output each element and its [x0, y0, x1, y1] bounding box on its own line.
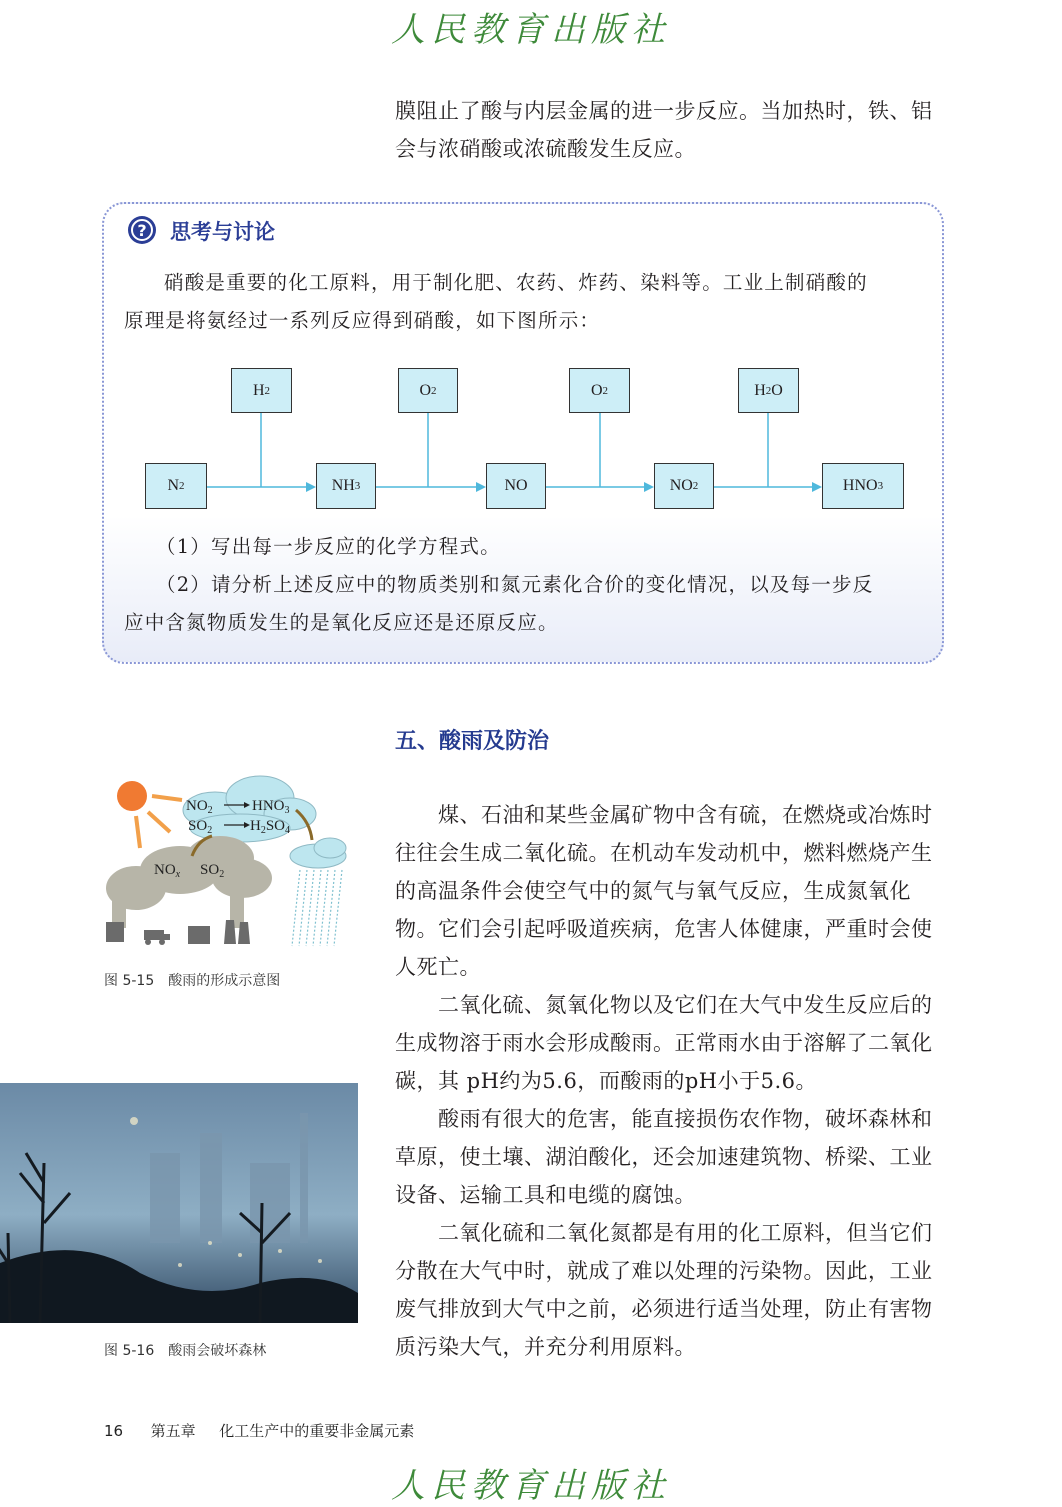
label-nox: $NO_x$	[154, 862, 181, 880]
forest-damage-photo	[0, 1083, 358, 1323]
page-footer	[104, 1420, 414, 1441]
label-h2so4: $H_2SO_4$	[250, 818, 291, 836]
question-2-line-1: （2）请分析上述反应中的物质类别和氮元素化合价的变化情况，以及每一步反	[156, 573, 874, 596]
publisher-logo: 人民教育出版社	[391, 10, 671, 50]
section-para-4-line-2: 分散在大气中时，就成了难以处理的污染物。因此，工业	[395, 1259, 933, 1283]
ground-icons	[106, 920, 250, 945]
species-n2: N 2	[145, 463, 207, 509]
label-hno3: $HNO_3$	[252, 798, 290, 816]
pollution-smoke-icon	[106, 836, 272, 928]
section-para-4-line-4: 质污染大气，并充分利用原料。	[395, 1335, 696, 1359]
label-so2-smoke: $SO_2$	[200, 862, 225, 880]
section-para-2-line-2: 生成物溶于雨水会形成酸雨。正常雨水由于溶解了二氧化	[395, 1031, 933, 1055]
section-para-3-line-1: 酸雨有很大的危害，能直接损伤农作物，破坏森林和	[395, 1107, 933, 1131]
section-para-1-line-5: 人死亡。	[395, 955, 481, 979]
section-para-4-line-3: 废气排放到大气中之前，必须进行适当处理，防止有害物	[395, 1297, 933, 1321]
question-2-line-2: 应中含氮物质发生的是氧化反应还是还原反应。	[124, 611, 559, 634]
species-hno3: HNO 3	[822, 463, 904, 509]
intro-line-2: 会与浓硝酸或浓硫酸发生反应。	[395, 137, 696, 161]
rain-cloud-icon	[290, 838, 346, 868]
section-title: 五、酸雨及防治	[395, 729, 550, 754]
acid-rain-formation-diagram	[100, 770, 360, 950]
question-1: （1）写出每一步反应的化学方程式。	[156, 535, 501, 558]
rain-streaks	[292, 870, 342, 946]
discussion-para-line-2: 原理是将氨经过一系列反应得到硝酸，如下图所示：	[124, 309, 601, 332]
publisher-logo-bottom: 人民教育出版社	[391, 1466, 671, 1506]
species-no: NO	[486, 463, 546, 509]
discussion-title: 思考与讨论	[170, 220, 275, 244]
label-no2: $NO_2$	[186, 798, 213, 816]
section-para-1-line-3: 的高温条件会使空气中的氮气与氧气反应，生成氮氧化	[395, 879, 911, 903]
section-para-4-line-1: 二氧化硫和二氧化氮都是有用的化工原料，但当它们	[395, 1221, 933, 1245]
chapter-title: 化工生产中的重要非金属元素	[219, 1422, 415, 1440]
sun-icon	[117, 781, 147, 811]
label-so2: $SO_2$	[188, 818, 213, 836]
figure-5-16-caption: 图 5-16 酸雨会破坏森林	[104, 1343, 267, 1359]
intro-line-1: 膜阻止了酸与内层金属的进一步反应。当加热时，铁、铝	[395, 99, 933, 123]
chapter-number: 第五章	[150, 1422, 196, 1440]
page-number: 16	[104, 1422, 124, 1440]
section-para-3-line-2: 草原，使土壤、湖泊酸化，还会加速建筑物、桥梁、工业	[395, 1145, 933, 1169]
reagent-h2: H 2	[231, 368, 292, 413]
section-para-1-line-4: 物。它们会引起呼吸道疾病，危害人体健康，严重时会使	[395, 917, 933, 941]
reagent-o2-first: O 2	[398, 368, 458, 413]
reagent-h2o: H 2 O	[738, 368, 799, 413]
species-no2: NO 2	[654, 463, 714, 509]
svg-text:?: ?	[137, 221, 147, 240]
section-para-2-line-3: 碳，其 pH约为5.6，而酸雨的pH小于5.6。	[395, 1069, 817, 1093]
section-para-3-line-3: 设备、运输工具和电缆的腐蚀。	[395, 1183, 696, 1207]
section-para-1-line-2: 往往会生成二氧化硫。在机动车发动机中，燃料燃烧产生	[395, 841, 933, 865]
figure-5-15-caption: 图 5-15 酸雨的形成示意图	[104, 973, 281, 989]
section-para-1-line-1: 煤、石油和某些金属矿物中含有硫，在燃烧或冶炼时	[395, 803, 933, 827]
section-body	[395, 796, 955, 1366]
discussion-para-line-1: 硝酸是重要的化工原料，用于制化肥、农药、炸药、染料等。工业上制硝酸的	[164, 271, 868, 294]
species-nh3: NH 3	[316, 463, 376, 509]
reagent-o2-second: O 2	[569, 368, 630, 413]
section-para-2-line-1: 二氧化硫、氮氧化物以及它们在大气中发生反应后的	[395, 993, 933, 1017]
